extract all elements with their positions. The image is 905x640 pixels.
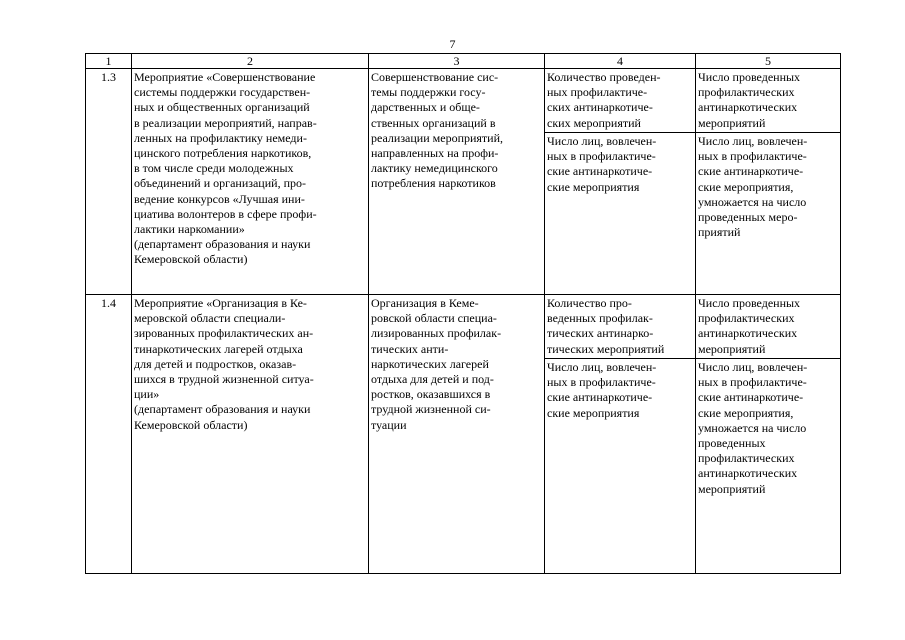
header-col-4: 4 bbox=[545, 54, 696, 69]
header-col-1: 1 bbox=[86, 54, 132, 69]
indicators-table bbox=[85, 53, 841, 574]
indicator-name-1: Количество про- веденных профилак- тических антинарко- тических мероприятий bbox=[547, 296, 665, 356]
indicator-cell bbox=[545, 295, 696, 574]
indicator-cell bbox=[545, 69, 696, 295]
method-cell bbox=[696, 69, 841, 295]
table-row bbox=[86, 69, 841, 295]
task-cell: Организация в Кеме- ровской области специа- лизированных профилак- тических анти- наркотических лагерей отдыха для детей и под- ростков, оказавшихся в трудной жизненной си- туации bbox=[369, 295, 545, 574]
method-1: Число проведенных профилактических антинаркотических мероприятий bbox=[698, 296, 801, 356]
activity-cell: Мероприятие «Совершенствование системы поддержки государствен- ных и общественных организаций в реализации мероприятий, направ- ленных на профилактику немеди- цинского потребления наркотиков, в том числе среди молодежных объединений и организаций, про- ведение конкурсов «Лучшая ини- циатива волонтеров в сфере профи- лактики наркомании» (департамент образования и науки Кемеровской области) bbox=[132, 69, 369, 295]
method-2: Число лиц, вовлечен- ных в профилактиче- ские антинаркотиче- ские мероприятия, умножается на число проведенных меро- приятий bbox=[696, 132, 840, 241]
header-col-3: 3 bbox=[369, 54, 545, 69]
activity-cell: Мероприятие «Организация в Ке- меровской области специали- зированных профилактических ан- тинаркотических лагерей отдыха для детей и подростков, оказав- шихся в трудной жизненной ситуа- ции» (департамент образования и науки Кемеровской области) bbox=[132, 295, 369, 574]
indicator-name-2: Число лиц, вовлечен- ных в профилактиче- ские антинаркотиче- ские мероприятия bbox=[545, 358, 695, 422]
page-number: 7 bbox=[449, 37, 456, 51]
row-number: 1.3 bbox=[86, 69, 132, 295]
row-number: 1.4 bbox=[86, 295, 132, 574]
task-cell: Совершенствование сис- темы поддержки госу- дарственных и обще- ственных организаций в реализации мероприятий, направленных на профи- лактику немедицинского потребления наркотиков bbox=[369, 69, 545, 295]
table-row bbox=[86, 295, 841, 574]
indicator-name-1: Количество проведен- ных профилактиче- ских антинаркотиче- ских мероприятий bbox=[547, 70, 661, 130]
method-1: Число проведенных профилактических антинаркотических мероприятий bbox=[698, 70, 801, 130]
header-col-5: 5 bbox=[696, 54, 841, 69]
method-cell bbox=[696, 295, 841, 574]
indicator-name-2: Число лиц, вовлечен- ных в профилактиче- ские антинаркотиче- ские мероприятия bbox=[545, 132, 695, 196]
header-row bbox=[86, 54, 841, 69]
header-col-2: 2 bbox=[132, 54, 369, 69]
method-2: Число лиц, вовлечен- ных в профилактиче- ские антинаркотиче- ские мероприятия, умножается на число проведенных профилактических антинаркотических мероприятий bbox=[696, 358, 840, 498]
